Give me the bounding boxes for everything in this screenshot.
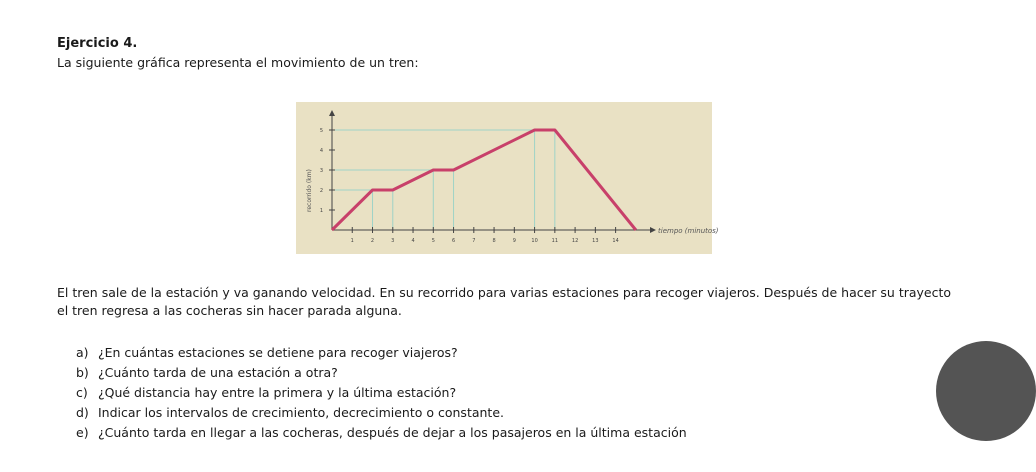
question-item	[76, 403, 687, 423]
question-text: Indicar los intervalos de crecimiento, decrecimiento o constante.	[98, 405, 504, 420]
x-tick-label: 13	[592, 238, 599, 244]
x-tick-label: 11	[551, 238, 559, 244]
question-text: ¿Cuánto tarda de una estación a otra?	[98, 365, 338, 380]
x-tick-label: 14	[612, 238, 619, 244]
x-tick-label: 1	[350, 238, 354, 244]
x-tick-label: 6	[451, 238, 456, 244]
y-tick-label: 3	[319, 168, 323, 174]
question-letter: e)	[76, 425, 89, 440]
question-text: ¿Qué distancia hay entre la primera y la última estación?	[98, 385, 457, 400]
x-tick-label: 4	[411, 238, 415, 244]
y-tick-label: 2	[319, 188, 323, 194]
question-letter: a)	[76, 345, 89, 360]
question-item	[76, 423, 687, 443]
x-tick-label: 8	[492, 238, 496, 244]
x-axis-label: tiempo (minutos)	[658, 227, 719, 235]
intro-text: La siguiente gráfica representa el movimiento de un tren:	[57, 55, 419, 70]
x-tick-label: 12	[571, 238, 579, 244]
question-letter: c)	[76, 385, 88, 400]
exercise-title: Ejercicio 4.	[57, 36, 138, 51]
question-text: ¿En cuántas estaciones se detiene para recoger viajeros?	[98, 345, 458, 360]
description-paragraph: El tren sale de la estación y va ganando velocidad. En su recorrido para varias estaciones para recoger viajeros. Después de hacer su trayecto el tren regresa a las cocheras sin hacer parada alguna.	[57, 285, 952, 318]
y-tick-label: 1	[319, 208, 323, 214]
x-tick-label: 7	[472, 238, 476, 244]
x-tick-label: 10	[531, 238, 538, 244]
question-text: ¿Cuánto tarda en llegar a las cocheras, después de dejar a los pasajeros en la última estación	[98, 425, 687, 440]
y-tick-label: 5	[319, 128, 323, 134]
train-motion-chart	[296, 102, 719, 254]
y-tick-label: 4	[319, 148, 323, 154]
x-tick-label: 5	[431, 238, 435, 244]
x-tick-label: 2	[370, 238, 375, 244]
floating-action-button[interactable]	[936, 341, 1036, 441]
chart-background	[296, 102, 712, 254]
question-letter: b)	[76, 365, 89, 380]
question-item	[76, 343, 687, 363]
x-tick-label: 3	[391, 238, 395, 244]
x-tick-label: 9	[512, 238, 516, 244]
y-axis-label: recorrido (km)	[306, 169, 313, 212]
question-item	[76, 383, 687, 403]
question-letter: d)	[76, 405, 89, 420]
question-item	[76, 363, 687, 383]
question-list	[76, 343, 687, 443]
